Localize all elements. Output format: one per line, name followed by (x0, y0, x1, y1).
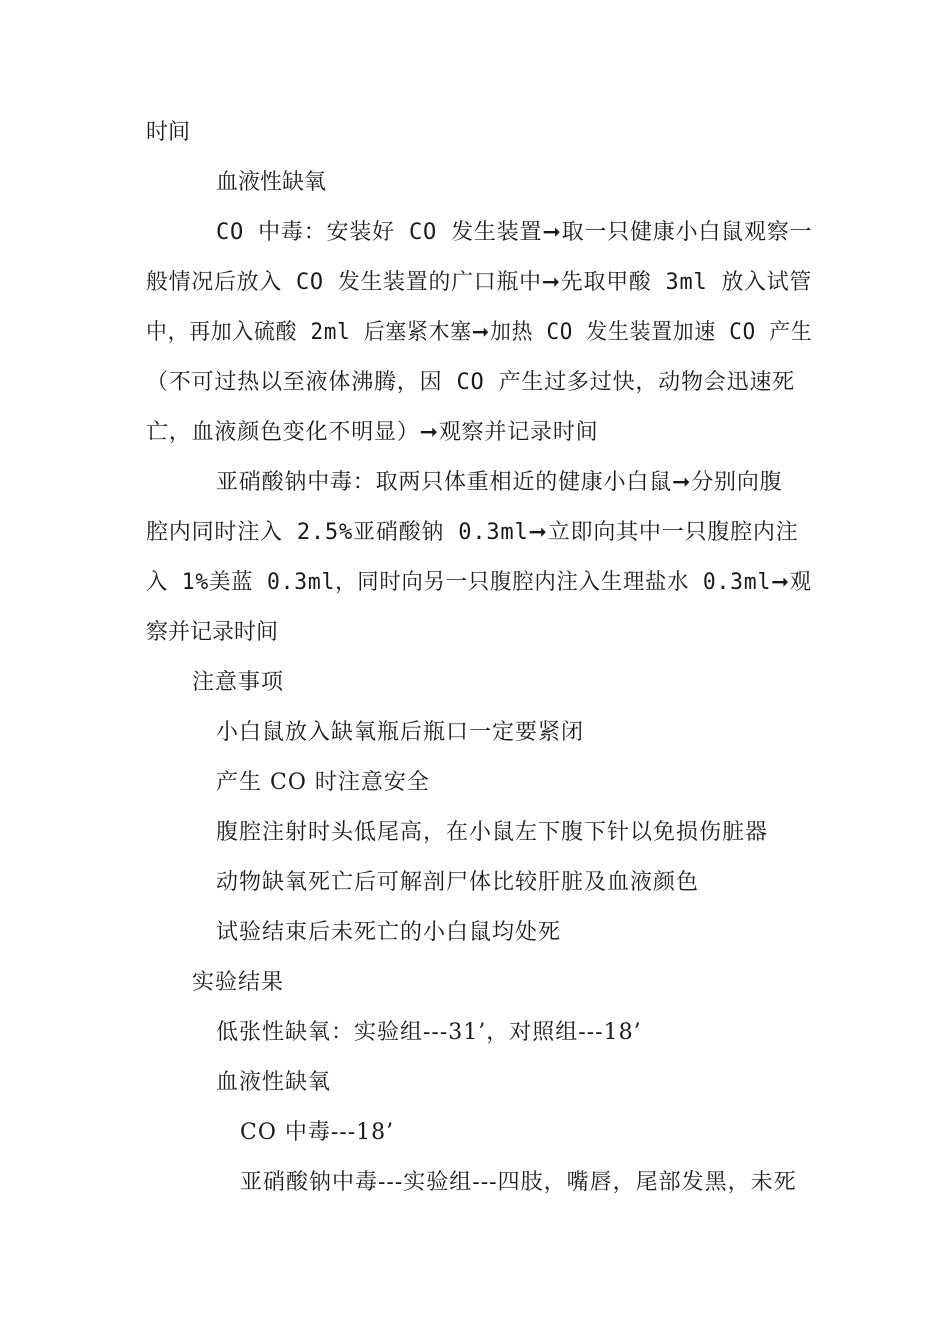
text-line: 腔内同时注入 2.5%亚硝酸钠 0.3ml➞立即向其中一只腹腔内注 (146, 520, 799, 545)
text-line: CO 中毒：安装好 CO 发生装置➞取一只健康小白鼠观察一 (216, 220, 813, 245)
text-line: 亡，血液颜色变化不明显）➞观察并记录时间 (146, 420, 599, 445)
arrow-right-icon: ➞ (419, 420, 439, 445)
text-line: 亚硝酸钠中毒：取两只体重相近的健康小白鼠➞分别向腹 (216, 470, 783, 495)
arrow-right-icon: ➞ (542, 220, 562, 245)
arrow-right-icon: ➞ (672, 470, 692, 495)
note-item: 产生 CO 时注意安全 (216, 770, 430, 795)
note-item: 腹腔注射时头低尾高，在小鼠左下腹下针以免损伤脏器 (216, 820, 769, 845)
arrow-right-icon: ➞ (528, 520, 548, 545)
result-item: CO 中毒---18’ (240, 1120, 395, 1145)
note-item: 试验结束后未死亡的小白鼠均处死 (216, 920, 562, 945)
text-line: 般情况后放入 CO 发生装置的广口瓶中➞先取甲酸 3ml 放入试管 (146, 270, 813, 295)
result-item: 血液性缺氧 (216, 1070, 332, 1095)
section-heading-results: 实验结果 (192, 970, 285, 995)
arrow-right-icon: ➞ (541, 270, 561, 295)
subheading-blood-hypoxia: 血液性缺氧 (216, 170, 327, 195)
text-line: 时间 (146, 120, 191, 145)
section-heading-notes: 注意事项 (192, 670, 285, 695)
text-line: 入 1%美蓝 0.3ml，同时向另一只腹腔内注入生理盐水 0.3ml➞观 (146, 570, 812, 595)
text-line: 察并记录时间 (146, 620, 279, 645)
arrow-right-icon: ➞ (771, 570, 790, 595)
arrow-right-icon: ➞ (471, 320, 490, 345)
result-item: 低张性缺氧：实验组---31’，对照组---18’ (216, 1020, 642, 1045)
note-item: 小白鼠放入缺氧瓶后瓶口一定要紧闭 (216, 720, 585, 745)
result-item: 亚硝酸钠中毒---实验组---四肢，嘴唇，尾部发黑，未死 (240, 1170, 797, 1195)
text-line: 中，再加入硫酸 2ml 后塞紧木塞➞加热 CO 发生装置加速 CO 产生 (146, 320, 813, 345)
note-item: 动物缺氧死亡后可解剖尸体比较肝脏及血液颜色 (216, 870, 700, 895)
text-line: （不可过热以至液体沸腾，因 CO 产生过多过快，动物会迅速死 (146, 370, 795, 395)
